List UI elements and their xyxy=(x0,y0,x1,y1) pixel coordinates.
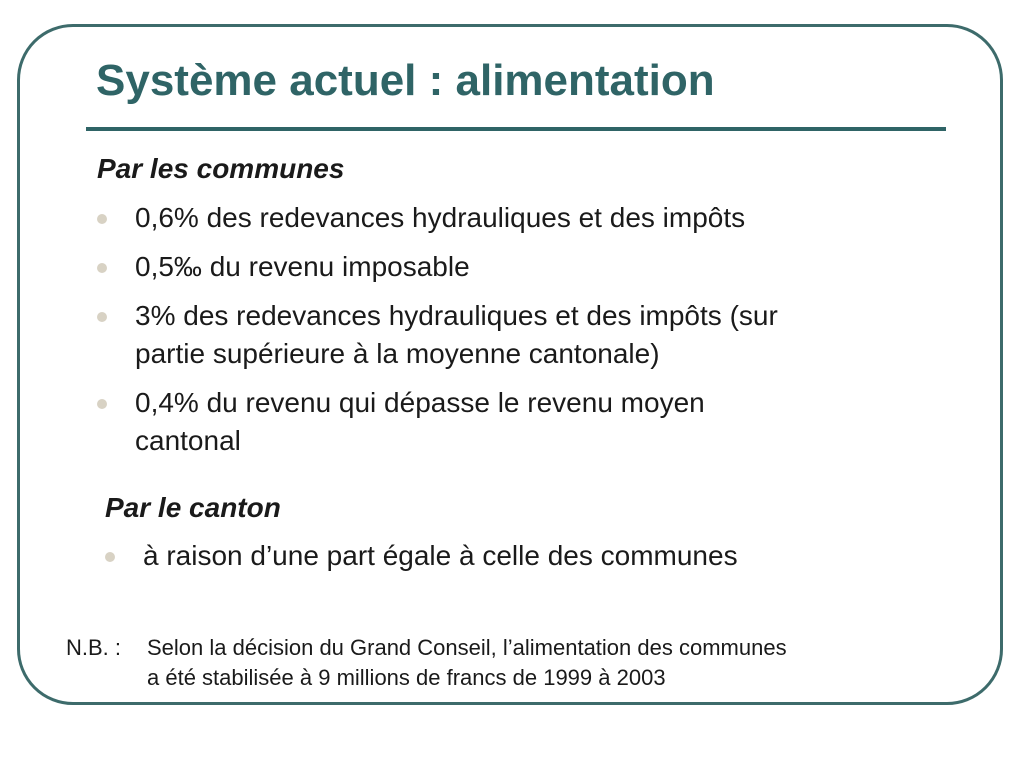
bullet-text: 0,5‰ du revenu imposable xyxy=(135,251,470,282)
list-item xyxy=(97,248,957,286)
bullet-text: 0,4% du revenu qui dépasse le revenu moyen xyxy=(135,387,705,418)
bullet-dot-icon xyxy=(97,399,107,409)
bullet-text: 3% des redevances hydrauliques et des impôts (sur xyxy=(135,300,778,331)
list-item xyxy=(105,537,965,575)
section-heading-communes: Par les communes xyxy=(97,153,345,184)
bullet-dot-icon xyxy=(105,552,115,562)
bullet-text-continuation: partie supérieure à la moyenne cantonale) xyxy=(135,338,660,369)
communes-bullet-list xyxy=(97,199,957,460)
bullet-dot-icon xyxy=(97,214,107,224)
bullet-dot-icon xyxy=(97,263,107,273)
list-item xyxy=(97,199,957,237)
section-heading-canton: Par le canton xyxy=(105,492,281,523)
footnote-line: Selon la décision du Grand Conseil, l’alimentation des communes xyxy=(147,635,787,660)
list-item xyxy=(97,384,957,460)
slide-title: Système actuel : alimentation xyxy=(96,56,715,105)
bullet-text: 0,6% des redevances hydrauliques et des impôts xyxy=(135,202,746,233)
bullet-text: à raison d’une part égale à celle des communes xyxy=(143,540,738,571)
title-underline xyxy=(86,127,946,131)
bullet-dot-icon xyxy=(97,312,107,322)
footnote-label: N.B. : xyxy=(66,635,122,660)
list-item xyxy=(97,297,957,373)
footnote-body xyxy=(147,633,787,693)
footnote-line: a été stabilisée à 9 millions de francs de 1999 à 2003 xyxy=(147,665,666,690)
bullet-text-continuation: cantonal xyxy=(135,425,241,456)
canton-bullet-list xyxy=(105,537,965,575)
